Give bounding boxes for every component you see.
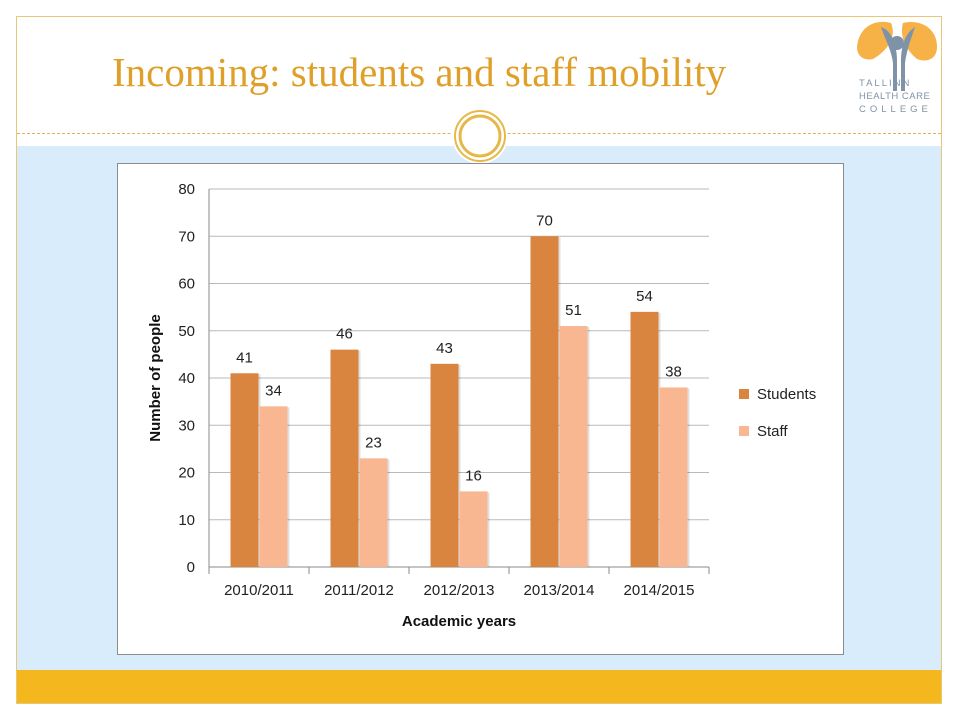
x-tick-label: 2011/2012 bbox=[324, 582, 394, 599]
data-label: 41 bbox=[236, 349, 253, 367]
bar-students bbox=[231, 373, 259, 567]
y-axis-title: Number of people bbox=[147, 314, 164, 442]
legend-swatch bbox=[739, 426, 749, 436]
x-tick-label: 2014/2015 bbox=[623, 582, 695, 599]
chart-panel bbox=[117, 163, 844, 655]
y-tick-label: 40 bbox=[178, 370, 195, 387]
data-label: 23 bbox=[365, 434, 382, 452]
y-tick-label: 10 bbox=[178, 511, 195, 529]
data-label: 46 bbox=[336, 325, 353, 343]
y-tick-label: 80 bbox=[178, 181, 195, 198]
bar-staff bbox=[560, 326, 588, 567]
bar-students bbox=[631, 312, 659, 567]
bar-staff bbox=[460, 491, 488, 567]
data-label: 34 bbox=[265, 382, 282, 400]
bar-students bbox=[431, 364, 459, 567]
data-label: 43 bbox=[436, 339, 453, 357]
slide-title: Incoming: students and staff mobility bbox=[112, 49, 727, 95]
x-tick-label: 2010/2011 bbox=[224, 582, 294, 599]
data-label: 51 bbox=[565, 302, 582, 320]
legend-label: Students bbox=[757, 386, 817, 403]
logo-text-line: HEALTH CARE bbox=[859, 91, 931, 102]
data-label: 16 bbox=[465, 467, 482, 485]
y-tick-label: 60 bbox=[178, 275, 195, 293]
bar-students bbox=[531, 236, 559, 567]
data-label: 70 bbox=[536, 212, 553, 230]
data-label: 54 bbox=[636, 287, 653, 305]
x-axis-title: Academic years bbox=[401, 613, 517, 630]
bottom-band bbox=[17, 670, 941, 703]
y-tick-label: 30 bbox=[178, 417, 195, 435]
bar-staff bbox=[660, 387, 688, 567]
y-tick-label: 0 bbox=[186, 559, 195, 576]
bar-layer bbox=[231, 236, 690, 567]
legend-swatch bbox=[739, 389, 749, 399]
legend-label: Staff bbox=[757, 423, 788, 440]
college-logo-icon bbox=[853, 17, 941, 133]
logo-text-line: COLLEGE bbox=[859, 104, 932, 115]
y-tick-label: 70 bbox=[178, 228, 195, 246]
bar-chart bbox=[118, 164, 845, 656]
data-label: 38 bbox=[665, 363, 682, 381]
bar-staff bbox=[260, 406, 288, 567]
legend bbox=[739, 386, 816, 440]
y-tick-label: 20 bbox=[178, 464, 195, 482]
circle-ornament-icon bbox=[450, 106, 510, 166]
x-tick-label: 2013/2014 bbox=[523, 582, 595, 599]
logo-text-line: TALLINN bbox=[859, 78, 912, 89]
bar-students bbox=[331, 350, 359, 567]
y-tick-label: 50 bbox=[178, 322, 195, 340]
x-tick-label: 2012/2013 bbox=[423, 582, 495, 599]
bar-staff bbox=[360, 458, 388, 567]
